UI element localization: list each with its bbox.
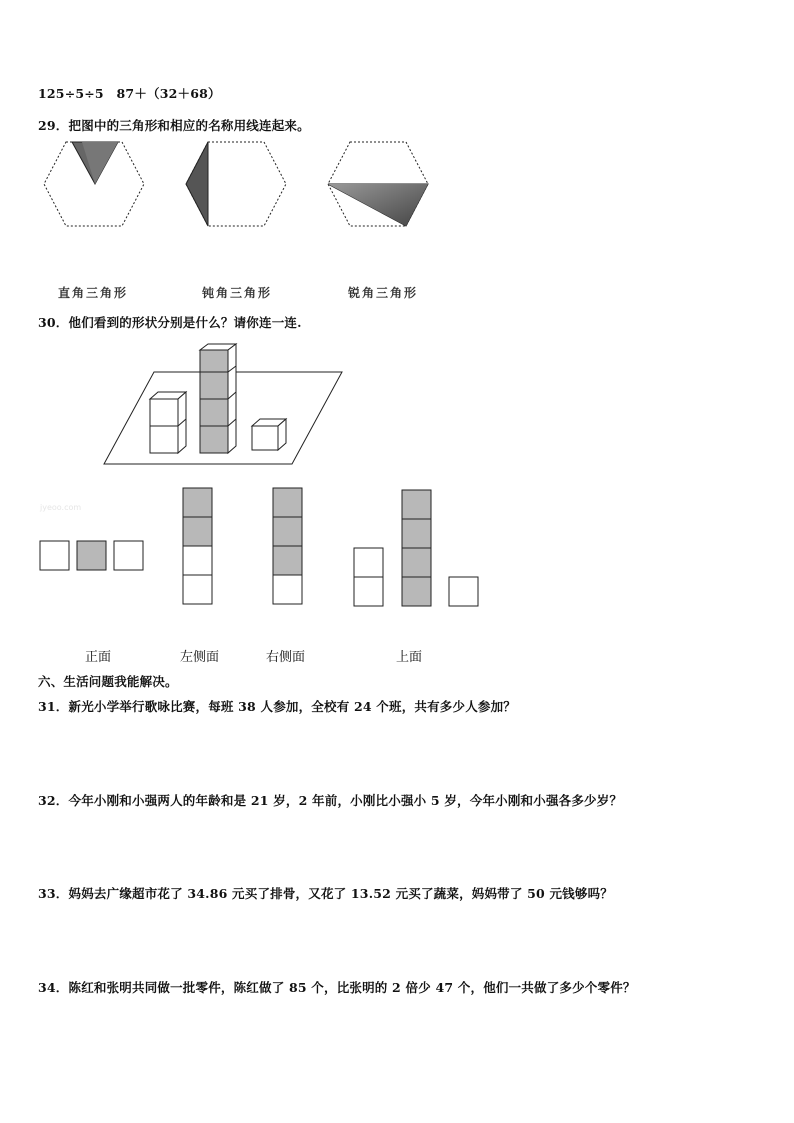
question-33: 33．妈妈去广缘超市花了 34.86 元买了排骨，又花了 13.52 元买了蔬菜，妈妈带了 50 元钱够吗？ <box>38 886 613 901</box>
view-option-top <box>353 489 483 609</box>
label-top-view: 上面 <box>396 650 423 665</box>
question-31: 31．新光小学举行歌咏比赛，每班 38 人参加，全校有 24 个班，共有多少人参加？ <box>38 699 516 714</box>
label-right-view: 右侧面 <box>266 650 306 665</box>
view-option-left <box>182 487 214 607</box>
question-30: 30．他们看到的形状分别是什么？请你连一连. <box>38 315 302 330</box>
label-acute-triangle: 锐角三角形 <box>348 286 419 300</box>
label-obtuse-triangle: 钝角三角形 <box>202 286 273 300</box>
label-right-triangle: 直角三角形 <box>58 286 129 300</box>
watermark: jyeoo.com <box>40 503 82 512</box>
label-front-view: 正面 <box>85 650 112 665</box>
single-cube <box>252 419 286 450</box>
question-32: 32．今年小刚和小强两人的年龄和是 21 岁，2 年前，小刚比小强小 5 岁，今年小刚和小强各多少岁？ <box>38 793 623 808</box>
hexagon-figure-2 <box>184 140 288 228</box>
question-34: 34．陈红和张明共同做一批零件，陈红做了 85 个，比张明的 2 倍少 47 个，他们一共做了多少个零件？ <box>38 980 636 995</box>
formula-line: 125÷5÷5 87＋（32＋68） <box>38 86 221 101</box>
hexagon-figure-1 <box>42 140 146 228</box>
view-option-right <box>272 487 304 607</box>
tall-cube-stack <box>200 344 236 453</box>
hexagon-figure-3 <box>326 140 430 228</box>
label-left-view: 左侧面 <box>180 650 220 665</box>
obtuse-triangle-shape <box>186 142 208 226</box>
left-cube-stack <box>150 392 186 453</box>
cube-arrangement-figure <box>102 342 352 472</box>
section-6-heading: 六、生活问题我能解决。 <box>38 674 178 689</box>
question-29: 29．把图中的三角形和相应的名称用线连起来。 <box>38 118 310 133</box>
view-option-front <box>39 540 145 572</box>
